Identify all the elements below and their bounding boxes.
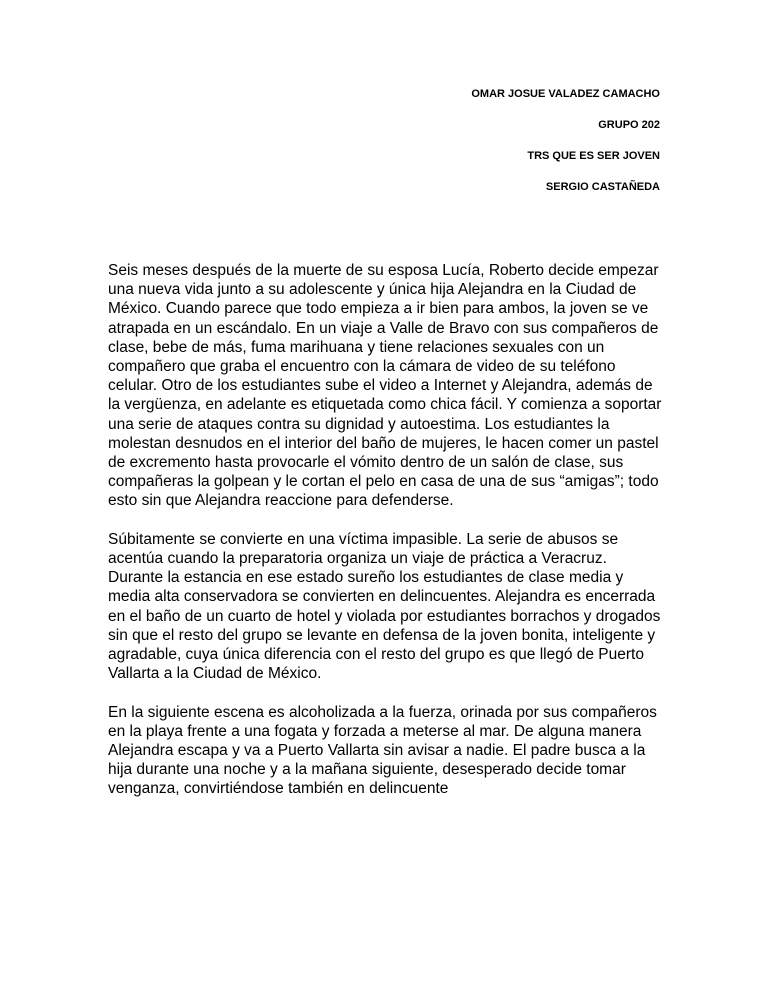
document-header	[471, 88, 660, 212]
group-label: GRUPO 202	[598, 119, 660, 131]
document-title: TRS QUE ES SER JOVEN	[527, 150, 660, 162]
body-paragraph-3: En la siguiente escena es alcoholizada a la fuerza, orinada por sus compañeros en la playa frente a una fogata y forzada a meterse al mar. De alguna manera Alejandra escapa y va a Puerto Vallarta sin avisar a nadie. El padre busca a la hija durante una noche y a la mañana siguiente, desesperado decide tomar venganza, convirtiéndose también en delincuente	[108, 703, 657, 798]
body-paragraph-1: Seis meses después de la muerte de su esposa Lucía, Roberto decide empezar una nueva vida junto a su adolescente y única hija Alejandra en la Ciudad de México. Cuando parece que todo empieza a ir bien para ambos, la joven se ve atrapada en un escándalo. En un viaje a Valle de Bravo con sus compañeros de clase, bebe de más, fuma marihuana y tiene relaciones sexuales con un compañero que graba el encuentro con la cámara de video de su teléfono celular. Otro de los estudiantes sube el video a Internet y Alejandra, además de la vergüenza, en adelante es etiquetada como chica fácil. Y comienza a soportar una serie de ataques contra su dignidad y autoestima. Los estudiantes la molestan desnudos en el interior del baño de mujeres, le hacen comer un pastel de excremento hasta provocarle el vómito dentro de un salón de clase, sus compañeras la golpean y le cortan el pelo en casa de una de sus “amigas”; todo esto sin que Alejandra reaccione para defenderse.	[108, 262, 662, 510]
teacher-name: SERGIO CASTAÑEDA	[545, 181, 660, 193]
document-body	[108, 261, 664, 818]
body-paragraph-2: Súbitamente se convierte en una víctima impasible. La serie de abusos se acentúa cuando la preparatoria organiza un viaje de práctica a Veracruz. Durante la estancia en ese estado sureño los estudiantes de clase media y media alta conservadora se convierten en delincuentes. Alejandra es encerrada en el baño de un cuarto de hotel y violada por estudiantes borrachos y drogados sin que el resto del grupo se levante en defensa de la joven bonita, inteligente y agradable, cuya única diferencia con el resto del grupo es que llegó de Puerto Vallarta a la Ciudad de México.	[108, 530, 661, 683]
author-name: OMAR JOSUE VALADEZ CAMACHO	[471, 88, 660, 100]
